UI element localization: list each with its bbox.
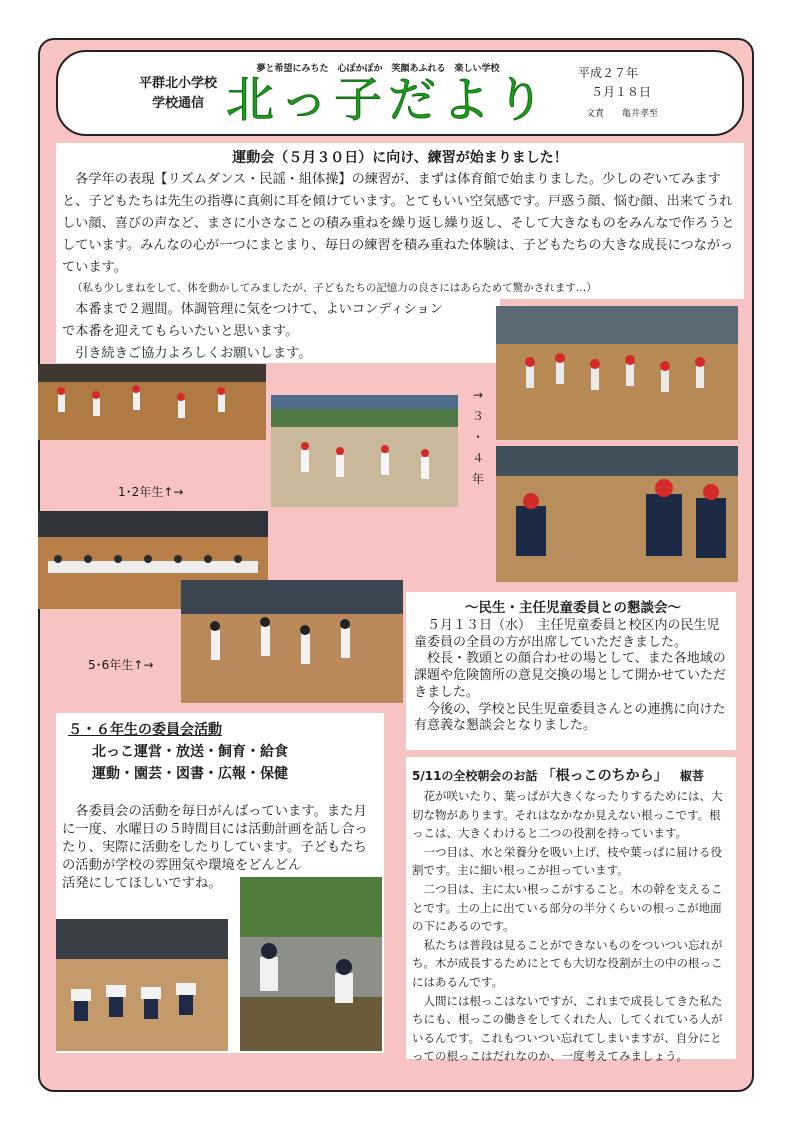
grade34-num-a: ３	[471, 409, 484, 423]
photo-grade34-gym-b	[496, 446, 738, 582]
grade34-num-b: ４	[471, 451, 484, 465]
school-line1: 平群北小学校	[138, 76, 217, 91]
grade34-dot: ・	[471, 430, 484, 444]
grade12-caption: 1･2年生↑→	[118, 485, 184, 499]
newsletter-header	[56, 50, 744, 136]
assembly-author: 椒菩	[679, 769, 704, 783]
sports-note: （私も少しまねをして、体を動かしてみましたが、子どもたちの記憶力の良さにはあらためて驚かされます…）	[72, 282, 597, 294]
committee-body: 各委員会の活動を毎日がんばっています。また月に一度、水曜日の５時間目には活動計画を話し合ったり、実際に活動をしたりしています。子どもたちの活動が学校の雰囲気や環境をどんどん	[62, 804, 368, 873]
assembly-title	[412, 765, 730, 785]
photo-grade56-gym-b	[181, 580, 403, 703]
photo-grade12-gym	[38, 364, 266, 440]
sports-body: 各学年の表現【リズムダンス・民謡・組体操】の練習が、まずは体育館で始まりました。少しのぞいてみますと、子どもたちは先生の指導に真剣に耳を傾けています。とてもいい空気感です。戸惑う顔、悩む顔、出来てうれしい顔、喜びの声など、まさに小さなことの積み重ねを繰り返し繰り返し、そして大きなものをみんなで作ろうとしています。みんなの心が一つにまとまり、毎日の練習を積み重ねた体験は、子どもたちの大きな成長につながっています。	[62, 172, 735, 275]
photo-grade12-field	[271, 395, 458, 507]
assembly-article	[406, 757, 736, 1064]
assembly-date: 5/11の全校朝会のお話	[412, 769, 538, 783]
responsible-person: 文責 亀井孝至	[586, 109, 659, 119]
committee-body-end: 活発にしてほしいですね。	[62, 876, 222, 891]
newsletter-title: 北っ子だより	[225, 72, 550, 128]
committee-title: ５・６年生の委員会活動	[68, 722, 222, 738]
sports-title: 運動会（５月３０日）に向け、練習が始まりました！	[232, 150, 568, 166]
issue-year: 平成２７年	[578, 66, 639, 80]
grade34-caption	[468, 385, 488, 490]
sports-body-3: 引き続きご協力よろしくお願いします。	[62, 346, 312, 361]
school-motto: 夢と希望にみちた 心ぽかぽか 笑顔あふれる 楽しい学校	[256, 64, 500, 74]
minsei-article	[406, 592, 736, 750]
photo-committee-garden	[240, 877, 382, 1051]
sports-article-continued	[56, 299, 500, 363]
grade56-caption: 5･6年生↑→	[88, 658, 154, 672]
committee-list-2: 運動・園芸・図書・広報・保健	[92, 766, 288, 782]
assembly-body: 花が咲いたり、葉っぱが大きくなったりするためには、大切な物があります。それはなかなか見えない根っこです。根っこは、大きくわけると二つの役割を持っています。 一つ目は、水と栄養分を吸い上げ、枝や葉っぱに届ける役割です。主に細い根っこが担っています。 二つ目は、主に太い根っこがすること。木の幹を支えることです。土の上に出ている部分の半分くらいの根っこが地面の下にあるのです。 私たちは普段は見ることができないものをついつい忘れがち。木が成長するためにとても大切な役割が土の中の根っこにはあるんです。 人間には根っこはないですが、これまで成長してきた私たちにも、根っこの働きをしてくれた人、してくれている人がいるんです。これもついつい忘れてしまいますが、自分にとっての根っこはだれなのか、一度考えてみましょう。	[412, 789, 723, 1064]
assembly-main-title: 「根っこのちから」	[541, 768, 668, 784]
issue-date: ５月１８日	[591, 85, 652, 99]
grade34-nen: 年	[471, 472, 484, 486]
sports-article	[56, 143, 744, 299]
minsei-title: ～民生・主任児童委員との懇談会～	[465, 600, 681, 616]
school-line2: 学校通信	[151, 96, 204, 111]
sports-body-2b: で本番を迎えてもらいたいと思います。	[62, 324, 299, 339]
sports-body-2a: 本番まで２週間。体調管理に気をつけて、よいコンディション	[62, 302, 443, 317]
minsei-body: ５月１３日（水） 主任児童委員と校区内の民生児童委員の全員の方が出席していただきました。 校長・教頭との顔合わせの場として、また各地域の課題や危険箇所の意見交換の場として開かせていただきました。 今後の、学校と民生児童委員さんとの連携に向けた有意義な懇談会となりました。	[414, 618, 727, 734]
photo-grade34-gym-a	[496, 306, 738, 440]
photo-committee-exercise	[56, 919, 228, 1051]
grade34-arrow: →	[472, 388, 484, 402]
committee-list-1: 北っこ運営・放送・飼育・給食	[92, 744, 288, 760]
